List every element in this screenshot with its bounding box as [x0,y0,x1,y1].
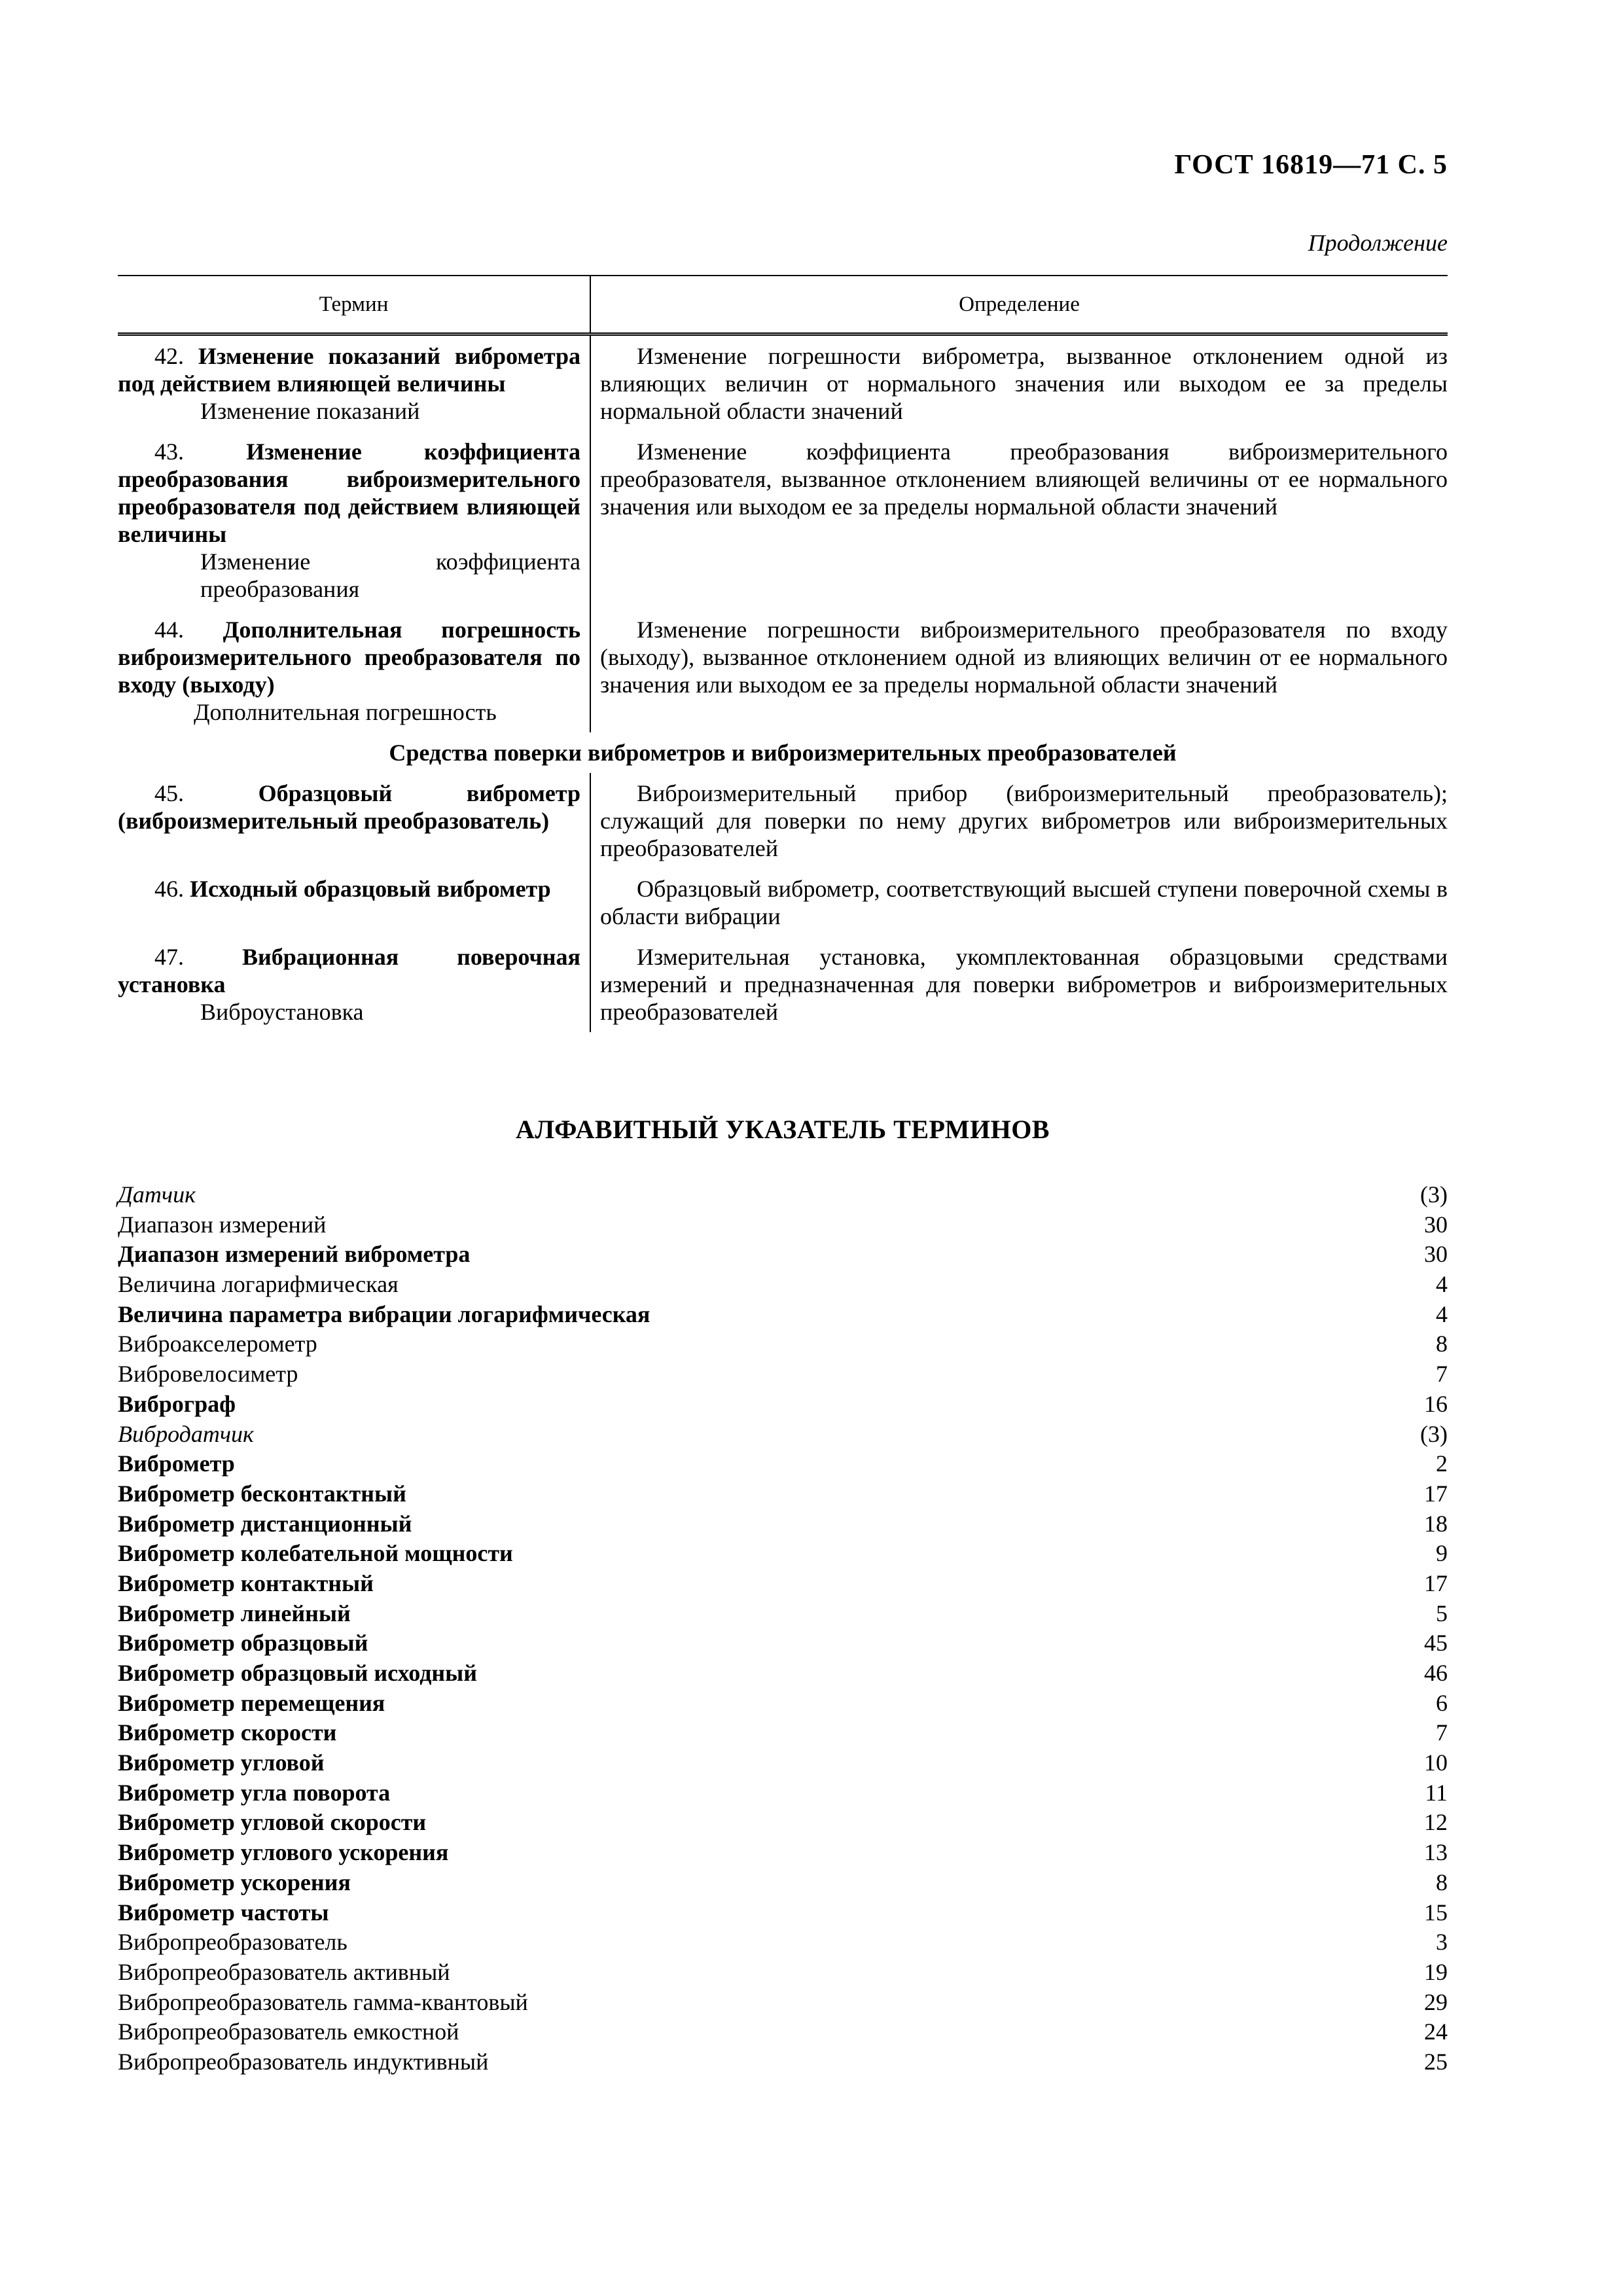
alphabetical-index [118,1180,1448,2077]
index-term-number: 17 [1424,1480,1448,1507]
index-entry [118,1628,1448,1659]
index-entry [118,1718,1448,1748]
index-term-number: 6 [1436,1689,1448,1716]
index-term-number: 18 [1424,1510,1448,1537]
index-term: Диапазон измерений виброметра [118,1241,471,1268]
index-term: Виброметр образцовый [118,1630,368,1657]
index-term-number: 25 [1424,2048,1448,2075]
term-row [118,431,1448,609]
term-cell [118,869,590,937]
index-entry [118,1599,1448,1629]
index-entry [118,1329,1448,1359]
index-term: Виброакселерометр [118,1331,317,1357]
index-term: Виброметр образцовый исходный [118,1660,477,1686]
index-term: Виброметр угла поворота [118,1779,391,1806]
index-term-number: 2 [1436,1450,1448,1477]
term-name: Исходный образцовый виброметр [190,876,551,902]
index-term: Виброметр угловой скорости [118,1809,427,1836]
term-cell [118,937,590,1032]
index-entry [118,1300,1448,1330]
index-term: Вибропреобразователь гамма-квантовый [118,1988,528,2015]
index-entry [118,1390,1448,1420]
index-term: Величина логарифмическая [118,1271,399,1298]
index-entry [118,2017,1448,2047]
column-header-definition: Определение [590,276,1448,334]
index-term: Виброметр углового ускорения [118,1839,449,1866]
index-term-number: 16 [1424,1390,1448,1417]
definition-cell: Изменение коэффициента преобразования виброизмерительного преобразователя, вызванное отклонением влияющей величины от ее нормального значения или выходом ее за пределы нормальной области значений [600,439,1448,520]
definition-cell: Измерительная установка, укомплектованная образцовыми средствами измерений и предназначенная для поверки виброметров и виброизмерительных преобразователей [600,944,1448,1025]
index-term-number: 45 [1424,1630,1448,1657]
index-term-number: 46 [1424,1660,1448,1686]
index-entry [118,1689,1448,1719]
index-entry [118,1928,1448,1958]
term-cell [118,334,590,432]
index-term: Величина параметра вибрации логарифмическая [118,1300,651,1327]
index-term-number: 29 [1424,1988,1448,2015]
index-entry [118,1539,1448,1569]
index-term: Виброметр скорости [118,1719,337,1746]
index-entry [118,1509,1448,1539]
term-number: 47. [154,944,184,970]
index-term-number: 3 [1436,1929,1448,1956]
index-term: Диапазон измерений [118,1211,327,1238]
term-number: 43. [154,439,184,465]
index-term-number: 17 [1424,1570,1448,1596]
index-term-number: 4 [1436,1271,1448,1298]
term-short-form: Виброустановка [200,999,364,1025]
index-term: Виброметр угловой [118,1749,325,1776]
term-number: 44. [154,617,184,643]
index-term-number: 10 [1424,1749,1448,1776]
definition-cell: Изменение погрешности виброизмерительного преобразователя по входу (выходу), вызванное отклонением одной из влияющих величин от ее нормального значения или выходом ее за пределы нормальной области значений [600,617,1448,698]
column-header-term: Термин [118,276,590,334]
index-term: Виброметр контактный [118,1570,374,1596]
index-term: Виброметр перемещения [118,1689,385,1716]
index-term: Вибровелосиметр [118,1361,298,1388]
term-cell [118,431,590,609]
term-number: 45. [154,780,184,806]
index-term-number: 7 [1436,1361,1448,1388]
index-entry [118,1569,1448,1599]
index-entry [118,1659,1448,1689]
index-term: Виброметр бесконтактный [118,1480,406,1507]
index-term: Вибропреобразователь индуктивный [118,2048,489,2075]
index-entry [118,1898,1448,1928]
term-short-form: Изменение коэффициента преобразования [200,548,580,602]
index-term-number: 24 [1424,2018,1448,2045]
index-entry [118,1868,1448,1898]
definition-cell: Виброизмерительный прибор (виброизмерительный преобразователь); служащий для поверки по нему других виброметров или виброизмерительных преобразователей [600,780,1448,861]
page-header: ГОСТ 16819—71 С. 5 [1174,150,1448,180]
term-short-form: Дополнительная погрешность [194,699,497,725]
section-title: Средства поверки виброметров и виброизмерительных преобразователей [389,740,1177,766]
index-term: Датчик [118,1181,196,1208]
index-entry [118,1270,1448,1300]
term-row [118,869,1448,937]
term-row [118,609,1448,732]
index-entry [118,1180,1448,1210]
index-term-number: 7 [1436,1719,1448,1746]
index-entry [118,1240,1448,1270]
term-name: Дополнительная погрешность виброизмерительного преобразователя по входу (выходу) [118,617,580,698]
index-title: АЛФАВИТНЫЙ УКАЗАТЕЛЬ ТЕРМИНОВ [516,1115,1050,1144]
term-name: Изменение коэффициента преобразования виброизмерительного преобразователя под действием влияющей величины [118,439,580,547]
index-entry [118,1479,1448,1509]
index-term-number: 9 [1436,1540,1448,1567]
index-entry [118,1449,1448,1479]
section-row [118,732,1448,773]
term-cell [118,609,590,732]
term-row [118,334,1448,432]
index-term-number: 8 [1436,1869,1448,1895]
index-term: Виброграф [118,1390,236,1417]
index-term: Виброметр ускорения [118,1869,351,1895]
term-number: 46. [154,876,184,902]
index-entry [118,1958,1448,1988]
index-term: Вибропреобразователь активный [118,1958,450,1985]
index-entry [118,1778,1448,1808]
index-entry [118,1988,1448,2018]
index-term-number: 4 [1436,1300,1448,1327]
term-name: Изменение показаний виброметра под действием влияющей величины [118,343,580,397]
index-term: Виброметр дистанционный [118,1510,412,1537]
index-term: Виброметр частоты [118,1899,329,1926]
index-term: Виброметр линейный [118,1600,351,1626]
term-short-form: Изменение показаний [200,398,420,424]
index-entry [118,1210,1448,1240]
index-entry [118,1808,1448,1838]
index-term-number: 12 [1424,1809,1448,1836]
index-entry [118,1420,1448,1450]
index-term-number: 13 [1424,1839,1448,1866]
index-term-number: 19 [1424,1958,1448,1985]
index-term-number: 5 [1436,1600,1448,1626]
index-entry [118,1748,1448,1778]
index-term: Виброметр [118,1450,235,1477]
index-term: Вибродатчик [118,1420,254,1447]
index-term: Виброметр колебательной мощности [118,1540,513,1567]
index-term-number: 30 [1424,1241,1448,1268]
definition-cell: Образцовый виброметр, соответствующий высшей ступени поверочной схемы в области вибрации [600,876,1448,929]
index-term-number: (3) [1420,1420,1448,1447]
index-term-number: 30 [1424,1211,1448,1238]
term-row [118,773,1448,869]
index-term-number: 11 [1425,1779,1448,1806]
term-row [118,937,1448,1032]
index-entry [118,1359,1448,1390]
term-cell [118,773,590,869]
term-name: Вибрационная поверочная установка [118,944,580,997]
table-header-row [118,276,1448,334]
index-term-number: (3) [1420,1181,1448,1208]
index-term-number: 8 [1436,1331,1448,1357]
terms-table [118,275,1448,1032]
continuation-label: Продолжение [1308,230,1448,256]
definition-cell: Изменение погрешности виброметра, вызванное отклонением одной из влияющих величин от нормального значения или выходом ее за пределы нормальной области значений [600,343,1448,424]
index-term-number: 15 [1424,1899,1448,1926]
index-term: Вибропреобразователь емкостной [118,2018,459,2045]
term-number: 42. [154,343,184,369]
index-entry [118,2047,1448,2077]
index-term: Вибропреобразователь [118,1929,348,1956]
term-name: Образцовый виброметр (виброизмерительный преобразователь) [118,780,581,834]
index-entry [118,1838,1448,1868]
